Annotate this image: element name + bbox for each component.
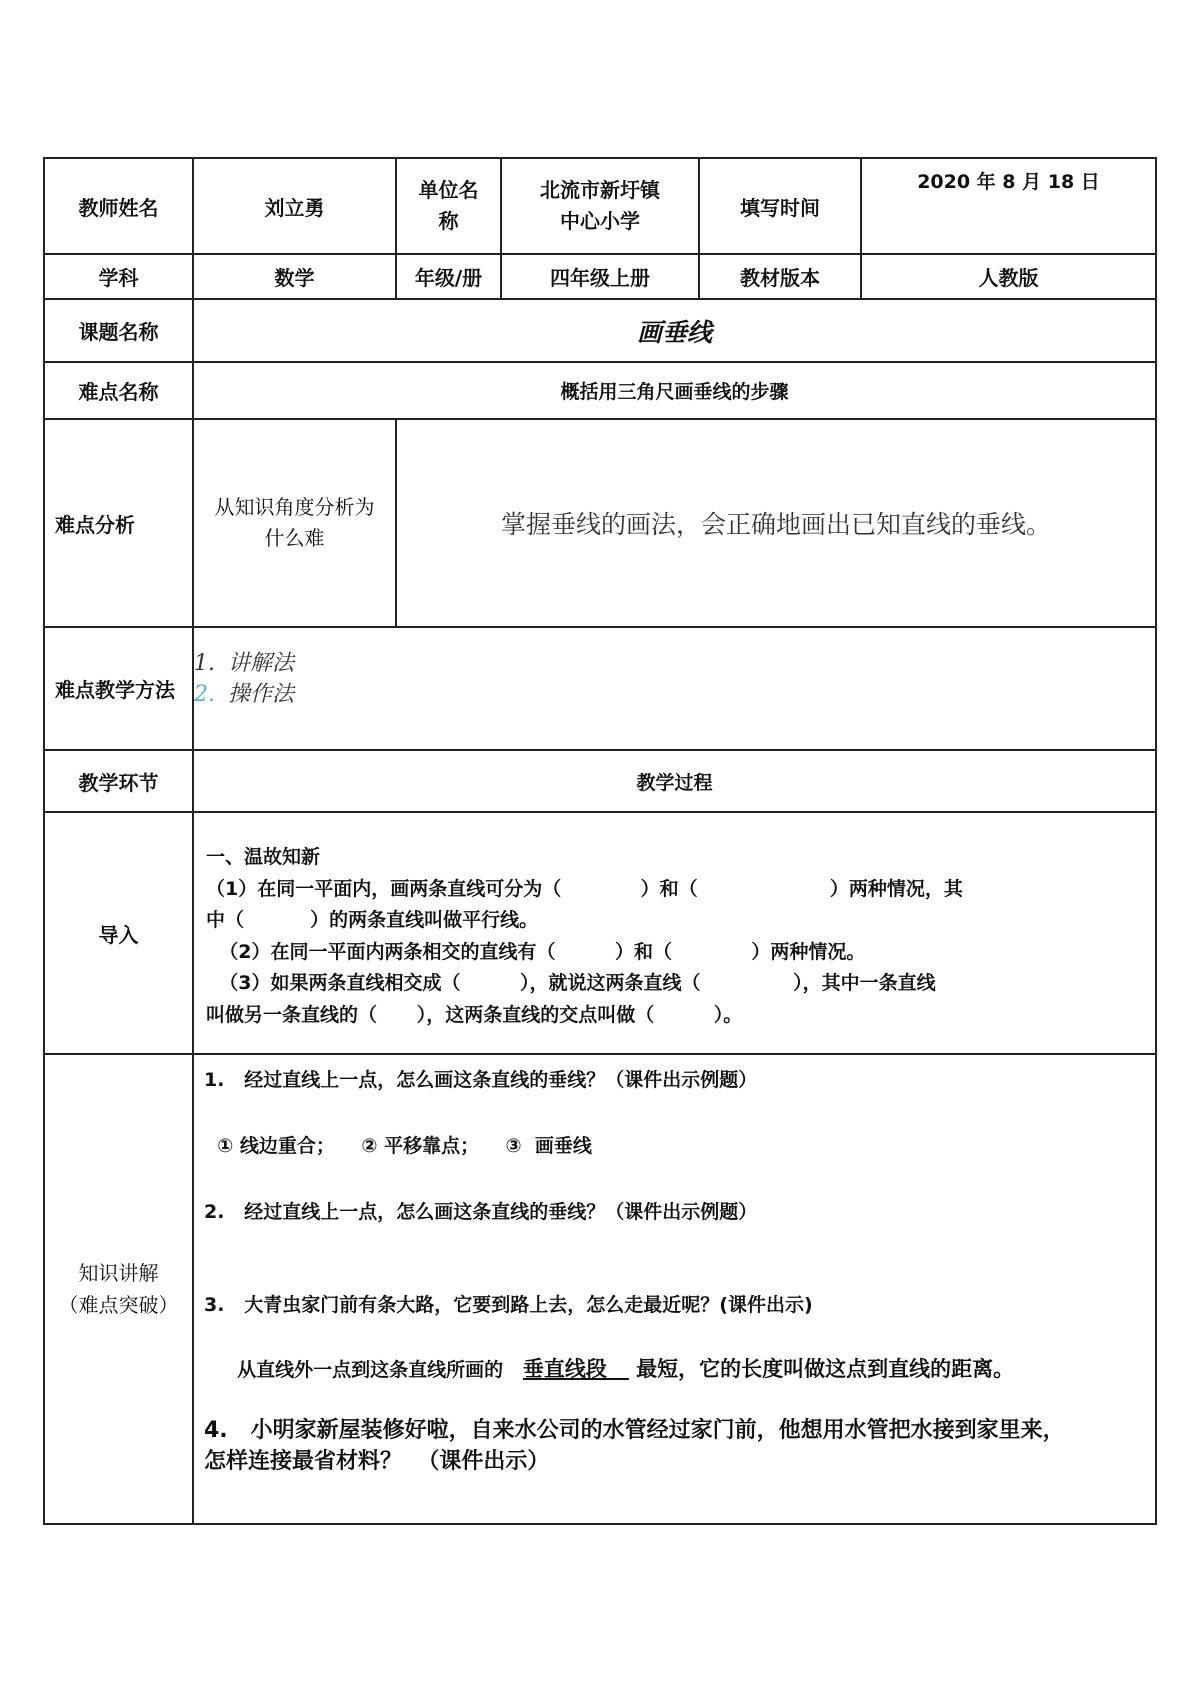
intro-line: 中（ ）的两条直线叫做平行线。 bbox=[206, 909, 539, 931]
intro-line: 一、温故知新 bbox=[206, 846, 321, 868]
subject-row bbox=[44, 254, 1156, 299]
process-label: 教学过程 bbox=[193, 750, 1156, 812]
analysis-label: 难点分析 bbox=[44, 419, 193, 627]
subject-value: 数学 bbox=[193, 254, 396, 299]
edition-label: 教材版本 bbox=[699, 254, 861, 299]
knowledge-steps: ① 线边重合； ② 平移靠点； ③ 画垂线 bbox=[204, 1135, 592, 1157]
conclusion-post: 最短，它的长度叫做这点到直线的距离。 bbox=[628, 1357, 1015, 1381]
intro-line: （1）在同一平面内，画两条直线可分为（ ）和（ ）两种情况，其 bbox=[206, 877, 963, 900]
difficulty-value: 概括用三角尺画垂线的步骤 bbox=[193, 362, 1156, 419]
unit-name-line2: 中心小学 bbox=[560, 209, 640, 233]
intro-line: （3）如果两条直线相交成（ ），就说这两条直线（ ），其中一条直线 bbox=[206, 972, 936, 994]
lesson-plan-table bbox=[43, 157, 1157, 1525]
knowledge-content bbox=[193, 1054, 1156, 1524]
analysis-question-line2: 什么难 bbox=[264, 526, 325, 550]
knowledge-item-4-line2: 怎样连接最省材料？ （课件出示） bbox=[204, 1449, 550, 1474]
fill-time-label: 填写时间 bbox=[699, 158, 861, 254]
intro-line: 叫做另一条直线的（ ），这两条直线的交点叫做（ ）。 bbox=[206, 1003, 743, 1026]
unit-label-line1: 单位名 bbox=[418, 178, 479, 202]
method-item bbox=[194, 648, 1155, 679]
method-number: 1. bbox=[194, 650, 215, 676]
intro-row bbox=[44, 812, 1156, 1054]
knowledge-label-line2: （难点突破） bbox=[58, 1293, 179, 1317]
teacher-name-label: 教师姓名 bbox=[44, 158, 193, 254]
grade-value: 四年级上册 bbox=[501, 254, 699, 299]
conclusion-blank: 垂直线段 bbox=[522, 1357, 629, 1381]
lesson-plan-sheet bbox=[43, 157, 1155, 1525]
analysis-row bbox=[44, 419, 1156, 627]
unit-label bbox=[396, 158, 501, 254]
knowledge-item-4-line1: 4. 小明家新屋装修好啦，自来水公司的水管经过家门前，他想用水管把水接到家里来， bbox=[204, 1418, 1065, 1443]
intro-label: 导入 bbox=[44, 812, 193, 1054]
method-text: 操作法 bbox=[228, 681, 295, 707]
intro-line: （2）在同一平面内两条相交的直线有（ ）和（ ）两种情况。 bbox=[206, 940, 866, 963]
analysis-question bbox=[193, 419, 396, 627]
subject-label: 学科 bbox=[44, 254, 193, 299]
teacher-name-value: 刘立勇 bbox=[193, 158, 396, 254]
fill-time-value: 2020 年 8 月 18 日 bbox=[861, 158, 1156, 254]
knowledge-label bbox=[44, 1054, 193, 1524]
unit-label-line2: 称 bbox=[438, 209, 459, 233]
unit-name-line1: 北流市新圩镇 bbox=[540, 178, 660, 202]
knowledge-item-1: 1. 经过直线上一点，怎么画这条直线的垂线？（课件出示例题） bbox=[204, 1069, 758, 1091]
knowledge-item-2: 2. 经过直线上一点，怎么画这条直线的垂线？（课件出示例题） bbox=[204, 1201, 758, 1223]
conclusion-pre: 从直线外一点到这条直线所画的 bbox=[204, 1359, 523, 1381]
difficulty-label: 难点名称 bbox=[44, 362, 193, 419]
topic-label: 课题名称 bbox=[44, 299, 193, 362]
header-row bbox=[44, 158, 1156, 254]
process-stage-label: 教学环节 bbox=[44, 750, 193, 812]
method-number: 2. bbox=[194, 681, 215, 707]
method-item bbox=[194, 679, 1155, 710]
analysis-answer: 掌握垂线的画法，会正确地画出已知直线的垂线。 bbox=[396, 419, 1156, 627]
knowledge-row bbox=[44, 1054, 1156, 1524]
unit-name-value bbox=[501, 158, 699, 254]
methods-row bbox=[44, 627, 1156, 750]
topic-value: 画垂线 bbox=[193, 299, 1156, 362]
knowledge-label-line1: 知识讲解 bbox=[78, 1261, 159, 1285]
intro-content bbox=[193, 812, 1156, 1054]
analysis-question-line1: 从知识角度分析为 bbox=[214, 495, 375, 519]
knowledge-item-3: 3. 大青虫家门前有条大路，它要到路上去，怎么走最近呢？(课件出示) bbox=[204, 1294, 813, 1316]
process-header-row bbox=[44, 750, 1156, 812]
edition-value: 人教版 bbox=[861, 254, 1156, 299]
knowledge-conclusion bbox=[204, 1353, 1145, 1383]
topic-row bbox=[44, 299, 1156, 362]
methods-label: 难点教学方法 bbox=[44, 627, 193, 750]
method-text: 讲解法 bbox=[228, 650, 295, 676]
methods-list bbox=[193, 627, 1156, 750]
grade-label: 年级/册 bbox=[396, 254, 501, 299]
difficulty-row bbox=[44, 362, 1156, 419]
